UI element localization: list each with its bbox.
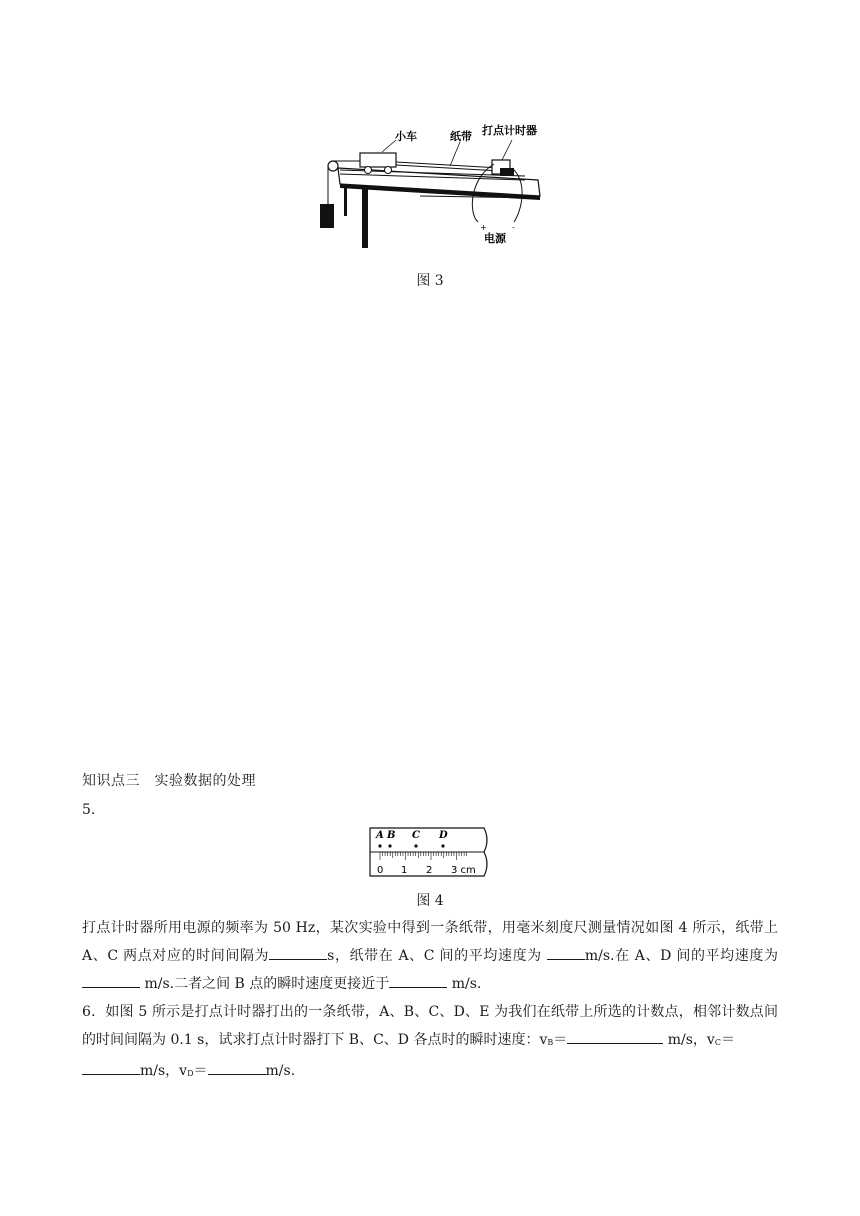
figure-4-ruler-diagram: [368, 826, 492, 878]
point-label-b: B: [387, 830, 396, 841]
answer-blank[interactable]: [82, 1060, 140, 1075]
car: [360, 153, 396, 167]
answer-blank[interactable]: [547, 945, 585, 960]
label-power: 电源: [484, 232, 506, 245]
answer-blank[interactable]: [208, 1060, 266, 1075]
section-title: 知识点三 实验数据的处理: [82, 773, 256, 789]
answer-blank[interactable]: [567, 1029, 663, 1044]
ruler-tick-2: 2: [426, 865, 433, 876]
figure-3-caption: 图 3: [416, 273, 444, 289]
answer-blank[interactable]: [269, 945, 327, 960]
answer-blank[interactable]: [389, 973, 447, 988]
ruler-tick-0: 0: [377, 865, 384, 876]
label-timer: 打点计时器: [482, 124, 537, 137]
tape-point-d: [441, 844, 444, 847]
point-label-a: A: [376, 830, 384, 841]
question-6-text: 6．如图 5 所示是打点计时器打出的一条纸带，A、B、C、D、E 为我们在纸带上所选的计数点，相邻计数点间的时间间隔为 0.1 s，试求打点计时器打下 B、C、D 各点时的瞬时速度：vB＝ m/s，vC＝ m/s，vD＝ m/s.: [82, 1004, 778, 1079]
tape-point-c: [414, 844, 417, 847]
tape-point-a: [378, 844, 381, 847]
question-5-text: 打点计时器所用电源的频率为 50 Hz，某次实验中得到一条纸带，用毫米刻度尺测量情况如图 4 所示，纸带上 A、C 两点对应的时间间隔为 s，纸带在 A、C 间的平均速度为 m/s.在 A、D 间的平均速度为 m/s.二者之间 B 点的瞬时速度更接近于 m/s.: [82, 920, 778, 992]
figure-3-apparatus-diagram: [300, 118, 560, 258]
label-tape: 纸带: [450, 130, 472, 143]
tape-point-b: [388, 844, 391, 847]
figure-4-caption: 图 4: [416, 893, 444, 909]
ruler-tick-1: 1: [401, 865, 408, 876]
label-plus: +: [480, 223, 487, 232]
label-minus: -: [512, 223, 515, 232]
point-label-c: C: [412, 830, 420, 841]
label-car: 小车: [395, 130, 417, 143]
ruler-tick-3: 3 cm: [451, 865, 476, 876]
question-5-number: 5.: [82, 802, 96, 818]
point-label-d: D: [439, 830, 448, 841]
answer-blank[interactable]: [82, 973, 140, 988]
